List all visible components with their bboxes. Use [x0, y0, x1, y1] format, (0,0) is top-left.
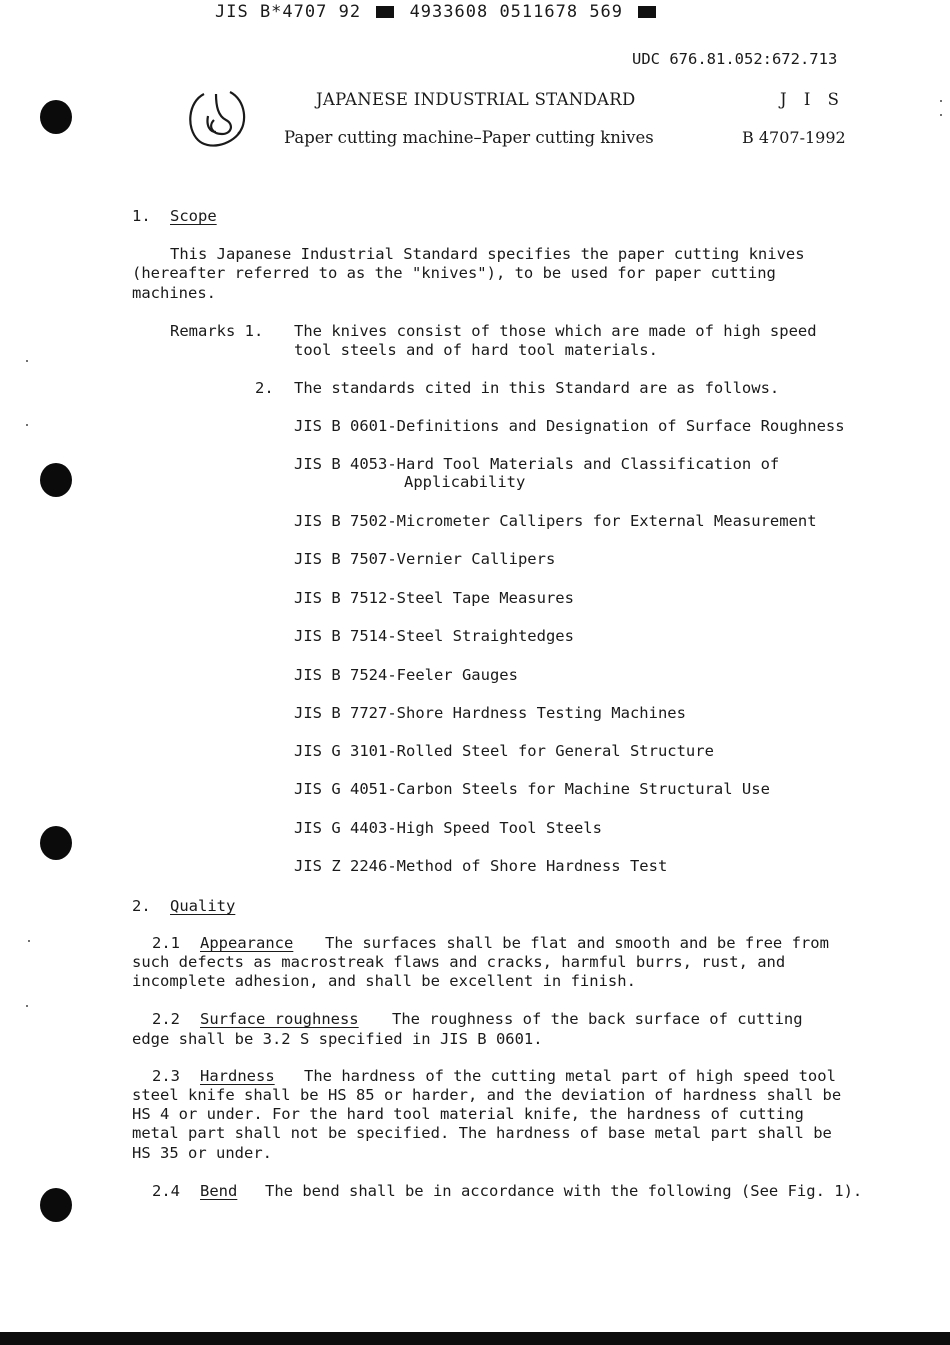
reference-item: JIS B 0601-Definitions and Designation of Surface Roughness [294, 417, 845, 435]
udc-number: UDC 676.81.052:672.713 [632, 50, 838, 68]
subsection-heading-bend: Bend [200, 1182, 238, 1200]
subsection-number: 2.2 [152, 1010, 180, 1028]
scan-speck [940, 114, 942, 116]
section-number: 2. [132, 897, 151, 915]
reference-item: JIS G 4403-High Speed Tool Steels [294, 819, 602, 837]
subsection-heading-appearance: Appearance [200, 934, 294, 952]
body-line: This Japanese Industrial Standard specifies the paper cutting knives [170, 245, 805, 263]
remarks-label: Remarks 1. [170, 322, 264, 340]
standard-number: B 4707-1992 [742, 128, 846, 147]
header-code [215, 2, 660, 22]
body-line: HS 4 or under. For the hard tool material knife, the hardness of cutting [132, 1105, 804, 1123]
section-heading-quality: Quality [170, 897, 236, 915]
reference-item-continued: Applicability [404, 473, 526, 491]
remark-line: The knives consist of those which are made of high speed [294, 322, 817, 340]
scan-speck [940, 100, 942, 102]
punch-hole [40, 826, 72, 860]
body-line: such defects as macrostreak flaws and cracks, harmful burrs, rust, and [132, 953, 786, 971]
body-line: edge shall be 3.2 S specified in JIS B 0601. [132, 1030, 543, 1048]
scan-bottom-edge [0, 1332, 950, 1345]
reference-item: JIS G 3101-Rolled Steel for General Structure [294, 742, 714, 760]
scan-speck [28, 940, 30, 942]
header-code-part2: 4933608 0511678 569 [409, 2, 624, 22]
section-heading-scope: Scope [170, 207, 217, 225]
reference-item: JIS B 7514-Steel Straightedges [294, 627, 574, 645]
scan-speck [26, 360, 28, 362]
reference-item: JIS B 7727-Shore Hardness Testing Machines [294, 704, 686, 722]
jis-logo-icon [186, 86, 250, 152]
body-line: The bend shall be in accordance with the following (See Fig. 1). [265, 1182, 863, 1200]
remark-number: 2. [255, 379, 274, 397]
block-mark [376, 6, 394, 18]
document-title: JAPANESE INDUSTRIAL STANDARD [316, 90, 636, 109]
reference-item: JIS B 7507-Vernier Callipers [294, 550, 556, 568]
punch-hole [40, 100, 72, 134]
block-mark [638, 6, 656, 18]
body-line: The roughness of the back surface of cutting [392, 1010, 803, 1028]
reference-item: JIS B 4053-Hard Tool Materials and Classification of [294, 455, 780, 473]
body-line: steel knife shall be HS 85 or harder, and the deviation of hardness shall be [132, 1086, 842, 1104]
reference-item: JIS Z 2246-Method of Shore Hardness Test [294, 857, 668, 875]
reference-item: JIS B 7502-Micrometer Callipers for External Measurement [294, 512, 817, 530]
scan-speck [26, 1005, 28, 1007]
section-number: 1. [132, 207, 151, 225]
remark-line: The standards cited in this Standard are as follows. [294, 379, 780, 397]
reference-item: JIS B 7524-Feeler Gauges [294, 666, 518, 684]
jis-mark: J I S [780, 90, 845, 109]
body-line: metal part shall not be specified. The hardness of base metal part shall be [132, 1124, 832, 1142]
body-line: incomplete adhesion, and shall be excellent in finish. [132, 972, 636, 990]
subsection-heading-surface-roughness: Surface roughness [200, 1010, 359, 1028]
punch-hole [40, 463, 72, 497]
subsection-number: 2.1 [152, 934, 180, 952]
subsection-heading-hardness: Hardness [200, 1067, 275, 1085]
reference-item: JIS B 7512-Steel Tape Measures [294, 589, 574, 607]
body-line: (hereafter referred to as the "knives"), to be used for paper cutting [132, 264, 776, 282]
reference-item: JIS G 4051-Carbon Steels for Machine Structural Use [294, 780, 770, 798]
subsection-number: 2.4 [152, 1182, 180, 1200]
header-code-part1: JIS B*4707 92 [215, 2, 362, 22]
remark-line: tool steels and of hard tool materials. [294, 341, 658, 359]
scan-speck [26, 424, 28, 426]
body-line: The surfaces shall be flat and smooth and be free from [325, 934, 829, 952]
body-line: machines. [132, 284, 216, 302]
subsection-number: 2.3 [152, 1067, 180, 1085]
body-line: The hardness of the cutting metal part of high speed tool [304, 1067, 836, 1085]
punch-hole [40, 1188, 72, 1222]
body-line: HS 35 or under. [132, 1144, 272, 1162]
document-subtitle: Paper cutting machine–Paper cutting knives [284, 128, 654, 147]
